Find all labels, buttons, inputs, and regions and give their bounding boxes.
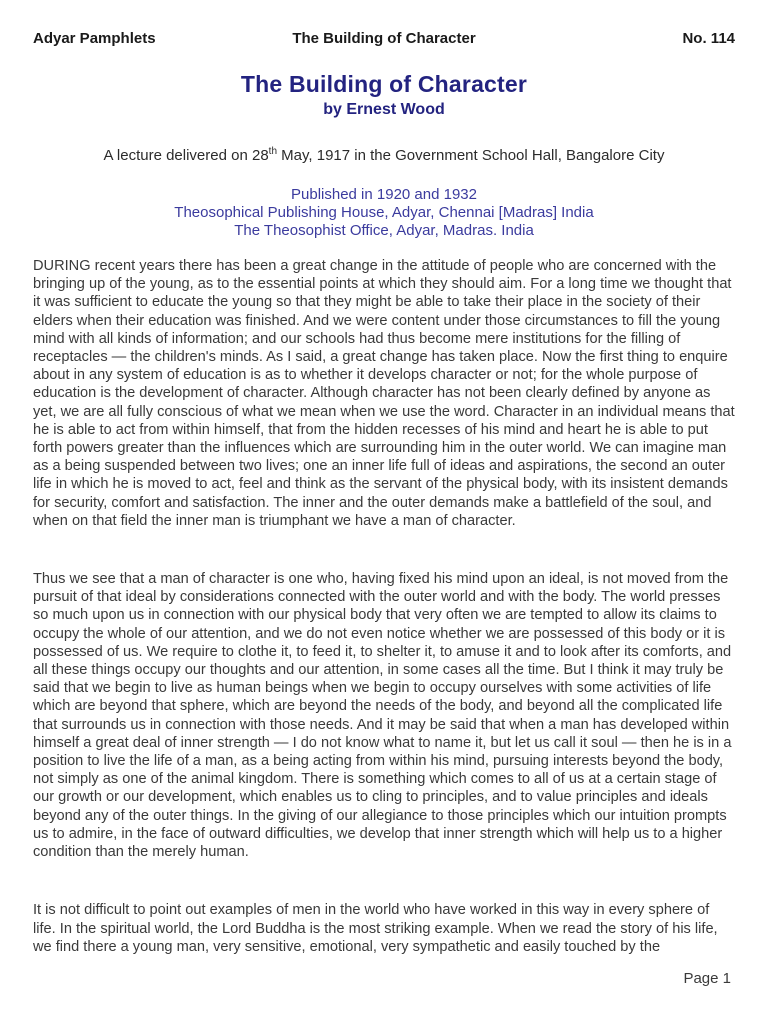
publication-line-office: The Theosophist Office, Adyar, Madras. India	[234, 222, 534, 239]
lecture-subtitle	[33, 147, 735, 164]
publication-line-publisher: Theosophical Publishing House, Adyar, Chennai [Madras] India	[174, 204, 594, 221]
body-content	[33, 257, 735, 956]
publication-line-years: Published in 1920 and 1932	[291, 186, 477, 203]
page-number: Page 1	[683, 970, 731, 987]
header-series-title: Adyar Pamphlets	[33, 30, 156, 47]
page-header	[33, 30, 735, 47]
paragraph: It is not difficult to point out examples of men in the world who have worked in this way in every sphere of life. In the spiritual world, the Lord Buddha is the most striking example. When we read the story of his life, we find there a young man, very sensitive, emotional, very sympathetic and easily touched by the	[33, 902, 718, 955]
document-title: The Building of Character	[240, 71, 528, 97]
paragraph: Thus we see that a man of character is one who, having fixed his mind upon an ideal, is not moved from the pursuit of that ideal by considerations connected with the outer world and with the body. The world presses so much upon us in connection with our physical body that very often we are tempted to allow its claims to occupy the whole of our attention, and we do not even notice whether we are possessed of this body or it is possessed of us. We require to clothe it, to feed it, to shelter it, to amuse it and to look after its comforts, and all these things occupy our thoughts and our attention, in some cases all the time. But I think it may truly be said that we begin to live as human beings when we begin to occupy ourselves with some activities of life which are beyond that sphere, which are beyond the needs of the body, and beyond all the complicated life that surrounds us in connection with those needs. And it may be said that when a man has developed within himself a great deal of inner strength — I do not know what to name it, but let us call it soul — then he is in a position to live the life of a man, as a being acting from within his mind, pursuing interests beyond the body, not simply as one of the animal kingdom. There is something which comes to all of us at a certain stage of our growth or our development, which enables us to cling to principles, and to value principles and ideals beyond any of the outer things. In the giving of our allegiance to those principles which our intuition prompts us to admire, in the face of outward difficulties, we develop that inner strength which will help us to a higher condition than the merely human.	[33, 571, 732, 861]
author-byline: by Ernest Wood	[323, 101, 445, 118]
paragraph: DURING recent years there has been a great change in the attitude of people who are concerned with the bringing up of the young, as to the essential points at which they should aim. For a long time we thought that it was sufficient to educate the young so that they might be able to take their place in the society of their elders when their education was finished. And we were content under those circumstances to fill the young mind with all kinds of information; and our schools had thus become mere institutions for the filling of receptacles — the children's minds. As I said, a great change has taken place. Now the first thing to enquire about in any system of education is as to whether it develops character or not; for the whole purpose of education is the development of character. Although character has not been clearly defined by anyone as yet, we are all fully conscious of what we mean when we use the word. Character in an individual means that he is able to act from within himself, that from the hidden recesses of his mind and heart he is able to put forth powers greater than the influences which are surrounding him in the outer world. We can imagine man as a being suspended between two lives; one an inner life full of ideas and aspirations, the second an outer life in which he is moved to act, feel and think as the servant of the physical body, with its insistent demands for security, comfort and satisfaction. The inner and the outer demands make a battlefield of the soul, and when on that field the inner man is triumphant we have a man of character.	[33, 258, 735, 529]
header-issue-number: No. 114	[682, 30, 735, 47]
header-running-title: The Building of Character	[292, 30, 476, 47]
publication-info	[33, 186, 735, 240]
ordinal-superscript: th	[268, 146, 278, 157]
lecture-subtitle-prefix: A lecture delivered on 28	[103, 147, 269, 164]
lecture-subtitle-suffix: May, 1917 in the Government School Hall, Bangalore City	[277, 147, 665, 164]
